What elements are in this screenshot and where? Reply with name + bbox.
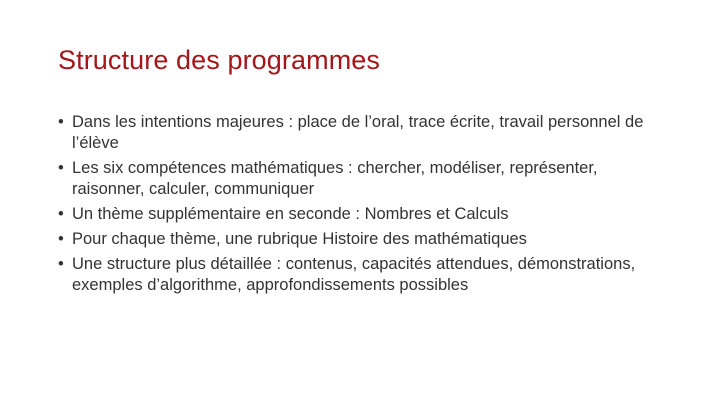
- bullet-item: [58, 229, 668, 250]
- bullet-dot-icon: •: [58, 113, 64, 131]
- bullet-dot-icon: •: [58, 230, 64, 248]
- bullet-dot-icon: •: [58, 205, 64, 223]
- bullet-dot-icon: •: [58, 255, 64, 273]
- bullet-item: [58, 158, 668, 200]
- slide-title: Structure des programmes: [58, 45, 381, 75]
- bullet-text: Un thème supplémentaire en seconde : Nombres et Calculs: [72, 205, 509, 223]
- bullet-text: Dans les intentions majeures : place de l’oral, trace écrite, travail personnel de l’élève: [72, 113, 644, 152]
- bullet-item: [58, 254, 668, 296]
- bullet-text: Pour chaque thème, une rubrique Histoire des mathématiques: [72, 230, 527, 248]
- bullet-item: [58, 112, 668, 154]
- bullet-list: [58, 112, 668, 300]
- bullet-text: Une structure plus détaillée : contenus, capacités attendues, démonstrations, exemples d’algorithme, approfondissements possibles: [72, 255, 636, 294]
- bullet-item: [58, 204, 668, 225]
- bullet-dot-icon: •: [58, 159, 64, 177]
- bullet-text: Les six compétences mathématiques : chercher, modéliser, représenter, raisonner, calculer, communiquer: [72, 159, 598, 198]
